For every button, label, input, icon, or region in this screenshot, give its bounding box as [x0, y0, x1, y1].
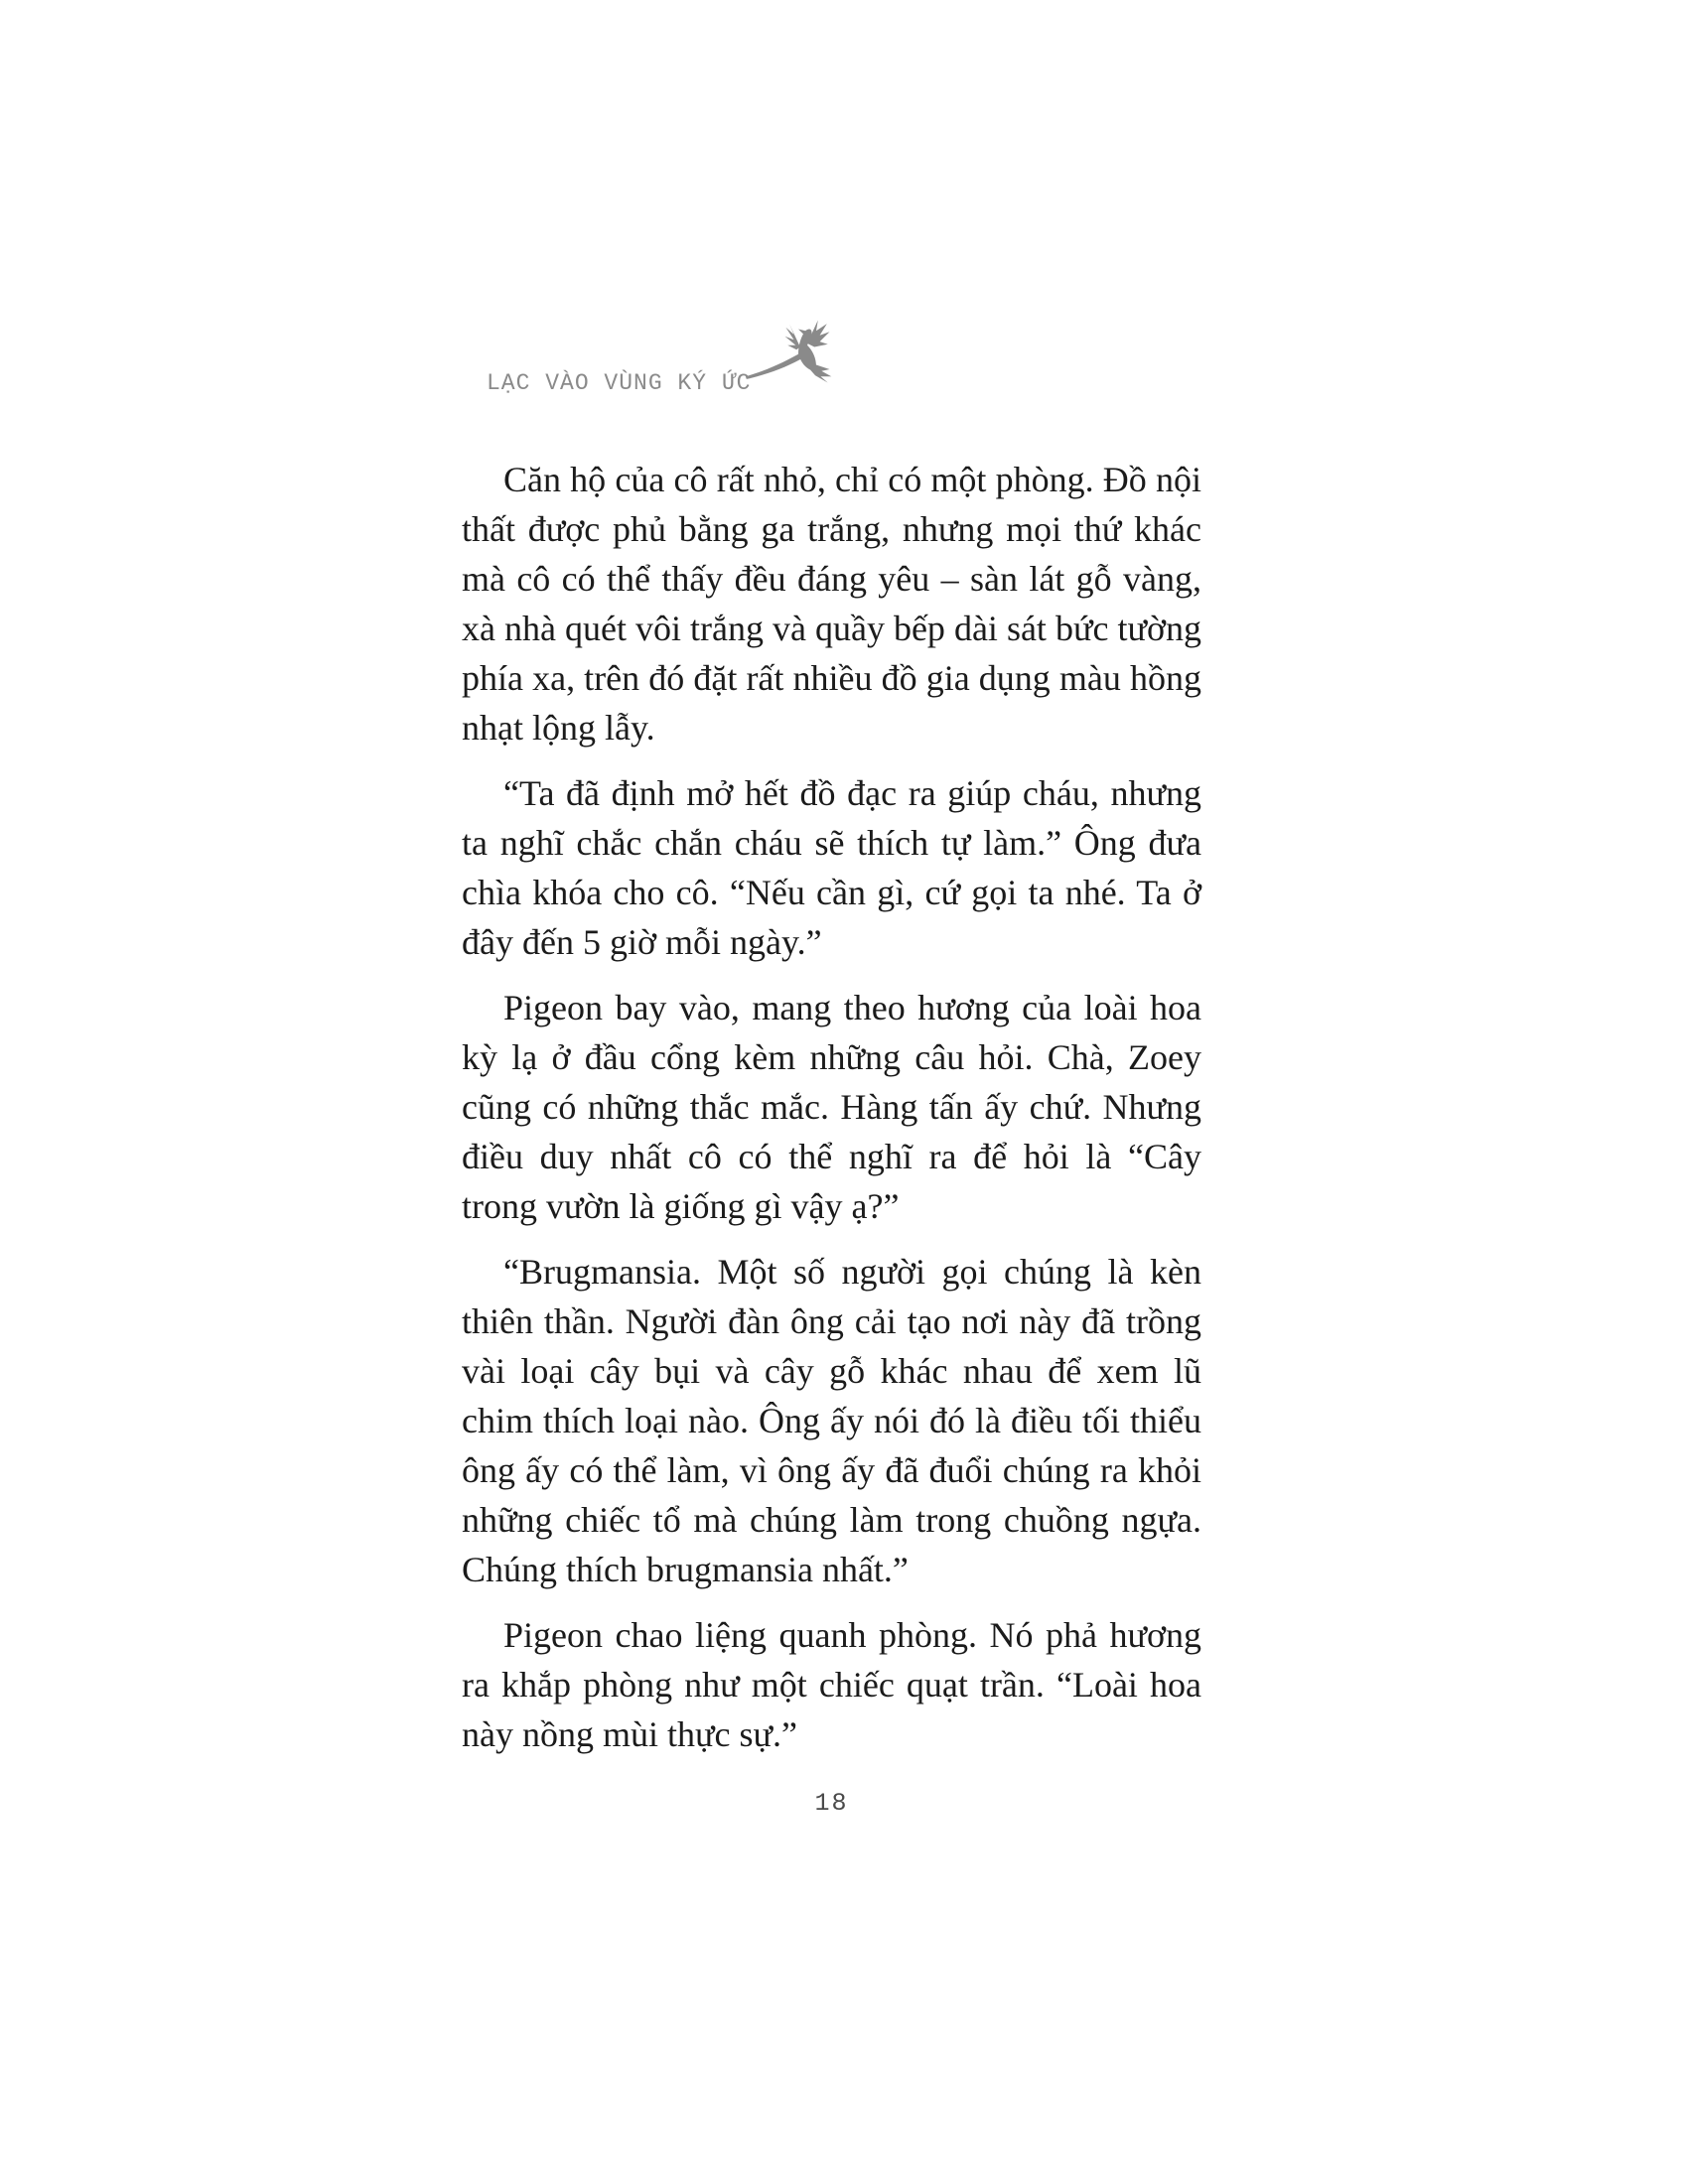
body-paragraph: “Ta đã định mở hết đồ đạc ra giúp cháu, nhưng ta nghĩ chắc chắn cháu sẽ thích tự làm.” Ông đưa chìa khóa cho cô. “Nếu cần gì, cứ gọi ta nhé. Ta ở đây đến 5 giờ mỗi ngày.” — [462, 773, 1201, 962]
running-title: LẠC VÀO VÙNG KÝ ỨC — [487, 370, 752, 396]
body-paragraph: “Brugmansia. Một số người gọi chúng là kèn thiên thần. Người đàn ông cải tạo nơi này đã trồng vài loại cây bụi và cây gỗ khác nhau để xem lũ chim thích loại nào. Ông ấy nói đó là điều tối thiểu ông ấy có thể làm, vì ông ấy đã đuổi chúng ra khỏi những chiếc tổ mà chúng làm trong chuồng ngựa. Chúng thích brugmansia nhất.” — [462, 1252, 1201, 1589]
body-paragraph: Pigeon bay vào, mang theo hương của loài hoa kỳ lạ ở đầu cổng kèm những câu hỏi. Chà, Zoey cũng có những thắc mắc. Hàng tấn ấy chứ. Nhưng điều duy nhất cô có thể nghĩ ra để hỏi là “Cây trong vườn là giống gì vậy ạ?” — [462, 988, 1201, 1226]
body-paragraph: Pigeon chao liệng quanh phòng. Nó phả hương ra khắp phòng như một chiếc quạt trần. “Loài hoa này nồng mùi thực sự.” — [462, 1615, 1201, 1754]
body-paragraph: Căn hộ của cô rất nhỏ, chỉ có một phòng. Đồ nội thất được phủ bằng ga trắng, nhưng mọi thứ khác mà cô có thể thấy đều đáng yêu – sàn lát gỗ vàng, xà nhà quét vôi trắng và quầy bếp dài sát bức tường phía xa, trên đó đặt rất nhiều đồ gia dụng màu hồng nhạt lộng lẫy. — [462, 460, 1201, 748]
page-number: 18 — [814, 1789, 849, 1818]
running-header — [487, 349, 751, 397]
bird-icon — [745, 320, 834, 383]
body-text — [462, 455, 1201, 1759]
